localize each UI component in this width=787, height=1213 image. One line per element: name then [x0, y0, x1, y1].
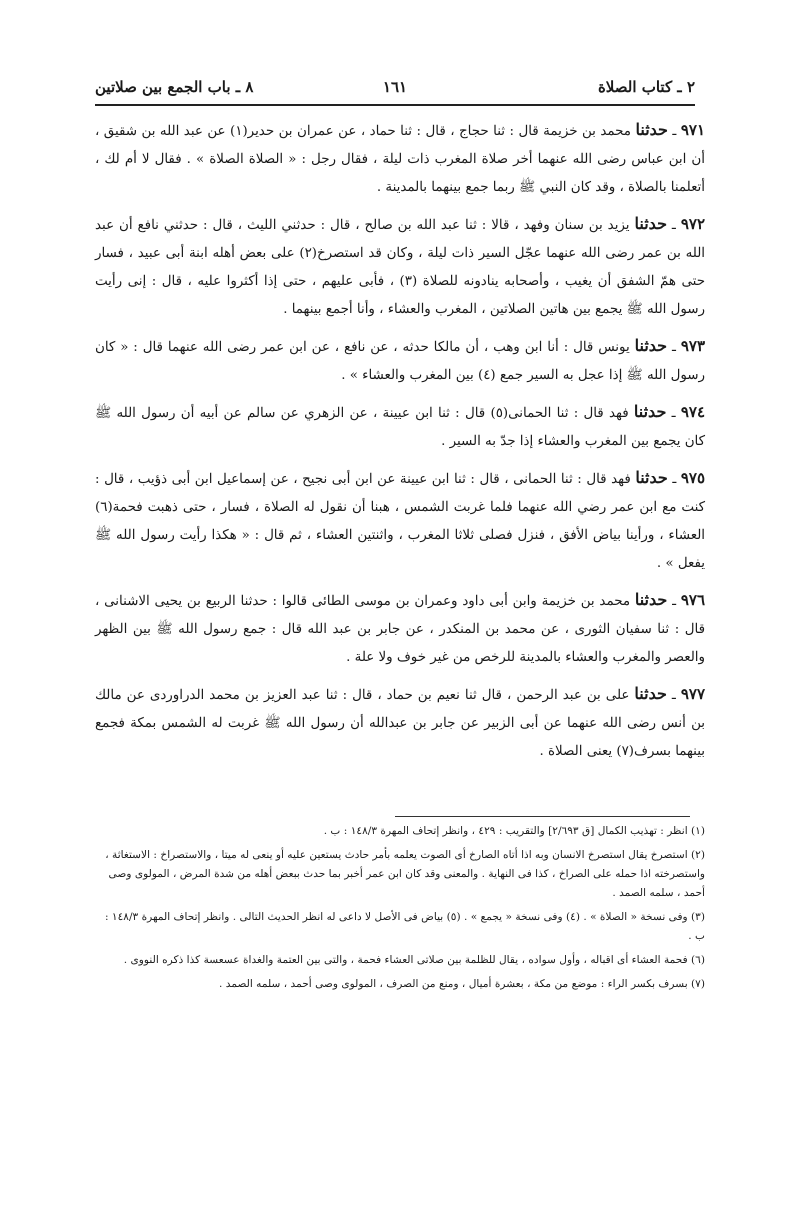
hadith-keyword: حدثنا [634, 336, 668, 355]
hadith-text: فهد قال : ثنا الحمانى ، قال : ثنا ابن عيينة عن ابن أبى نجيح ، عن إسماعيل ابن أبى ذؤيب ، قال : كنت مع ابن عمر رضي الله عنهما فلما غربت الشمس ، هبنا أن نقول له الصلاة ، فسار ، حتى ذهبت فحمة(٦) العشاء ، ورأينا بياض الأفق ، فنزل فصلى ثلاثا المغرب ، واثنتين العشاء ، ثم قال : « هكذا رأيت رسول الله ﷺ يفعل » . [95, 472, 705, 571]
book-title: ٢ ـ كتاب الصلاة [597, 78, 695, 96]
hadith-number: ٩٧٥ [680, 469, 705, 487]
hadith-text: محمد بن خزيمة وابن أبى داود وعمران بن موسى الطائى قالوا : حدثنا الربيع بن يحيى الاشنانى ، قال : ثنا سفيان الثورى ، عن محمد بن المنكدر ، عن جابر بن عبد الله قال : جمع رسول الله ﷺ بين الظهر والعصر والمغرب والعشاء بالمدينة للرخص من غير خوف ولا علة . [95, 594, 705, 665]
hadith-text: يزيد بن سنان وفهد ، قالا : ثنا عبد الله بن صالح ، قال : حدثني الليث ، قال : حدثني نافع أن عبد الله بن عمر رضى الله عنهما عجّل السير ذات ليلة ، وكان قد استصرخ(٢) على بعض أهله ابنة أبى عبيد ، فسار حتى همّ الشفق أن يغيب ، وأصحابه ينادونه للصلاة (٣) ، فأبى عليهم ، حتى إذا أكثروا عليه ، قال : إنى رأيت رسول الله ﷺ يجمع بين هاتين الصلاتين ، المغرب والعشاء ، وأنا أجمع بينهما . [95, 218, 705, 317]
hadith-text: على بن عبد الرحمن ، قال ثنا نعيم بن حماد ، قال : ثنا عبد العزيز بن محمد الدراوردى عن مالك بن أنس رضى الله عنهما عن أبى الزبير عن جابر بن عبدالله أن رسول الله ﷺ غربت له الشمس بمكة فجمع بينهما بسرف(٧) يعنى الصلاة . [95, 688, 705, 759]
hadith-number: ٩٧٣ [680, 337, 705, 355]
page-header [95, 74, 695, 104]
hadith-entry: ٩٧٤ ـ حدثنا فهد قال : ثنا الحمانى(٥) قال : ثنا ابن عيينة ، عن الزهري عن سالم عن أبيه أن رسول الله ﷺ كان يجمع بين المغرب والعشاء إذا جدّ به السير . [95, 402, 706, 449]
hadith-keyword: حدثنا [634, 684, 667, 703]
hadith-entry: ٩٧٥ ـ حدثنا فهد قال : ثنا الحمانى ، قال : ثنا ابن عيينة عن ابن أبى نجيح ، عن إسماعيل ابن أبى ذؤيب ، قال : كنت مع ابن عمر رضي الله عنهما فلما غربت الشمس ، هبنا أن نقول له الصلاة ، فسار ، حتى ذهبت فحمة(٦) العشاء ، ورأينا بياض الأفق ، فنزل فصلى ثلاثا المغرب ، واثنتين العشاء ، ثم قال : « هكذا رأيت رسول الله ﷺ يفعل » . [95, 468, 705, 571]
footnote: (٢) استصرخ يقال استصرخ الانسان وبه اذا أتاه الصارخ أى الصوت يعلمه بأمر حادث يستعين عليه أو ينعى له ميتا ، والاستصراخ : الاستغاثة ، واستصرخته اذا حمله على الصراخ ، كذا فى النهاية . والمعنى وقد كان ابن عمر أخبر بما حدث ببعض أهله من شدة المرض ، المولوى وصى أحمد ، سلمه الصمد . [105, 849, 705, 899]
hadith-entry: ٩٧١ ـ حدثنا محمد بن خزيمة قال : ثنا حجاج ، قال : ثنا حماد ، عن عمران بن حدير(١) عن عبد الله بن شقيق ، أن ابن عباس رضى الله عنهما أخر صلاة المغرب ذات ليلة ، فقال رجل : « الصلاة الصلاة » . فقال لا أم لك ، أتعلمنا بالصلاة ، وقد كان النبي ﷺ ربما جمع بينهما بالمدينة . [95, 120, 706, 195]
hadith-text: يونس قال : أنا ابن وهب ، أن مالكا حدثه ، عن نافع ، عن ابن عمر رضى الله عنهما قال : « كان رسول الله ﷺ إذا عجل به السير جمع (٤) بين المغرب والعشاء » . [95, 340, 705, 383]
hadith-list [95, 116, 705, 774]
hadith-entry: ٩٧٧ ـ حدثنا على بن عبد الرحمن ، قال ثنا نعيم بن حماد ، قال : ثنا عبد العزيز بن محمد الدراوردى عن مالك بن أنس رضى الله عنهما عن أبى الزبير عن جابر بن عبدالله أن رسول الله ﷺ غربت له الشمس بمكة فجمع بينهما بسرف(٧) يعنى الصلاة . [95, 684, 706, 759]
hadith-keyword: حدثنا [634, 590, 668, 609]
footnote: (٧) بسرف بكسر الراء : موضع من مكة ، بعشرة أميال ، ومنع من الصرف ، المولوى وصى أحمد ، سلمه الصمد . [219, 978, 705, 990]
hadith-entry: ٩٧٣ ـ حدثنا يونس قال : أنا ابن وهب ، أن مالكا حدثه ، عن نافع ، عن ابن عمر رضى الله عنهما قال : « كان رسول الله ﷺ إذا عجل به السير جمع (٤) بين المغرب والعشاء » . [95, 336, 705, 383]
hadith-number: ٩٧٢ [680, 215, 705, 233]
header-divider [95, 104, 695, 106]
hadith-entry: ٩٧٦ ـ حدثنا محمد بن خزيمة وابن أبى داود وعمران بن موسى الطائى قالوا : حدثنا الربيع بن يحيى الاشنانى ، قال : ثنا سفيان الثورى ، عن محمد بن المنكدر ، عن جابر بن عبد الله قال : جمع رسول الله ﷺ بين الظهر والعصر والمغرب والعشاء بالمدينة للرخص من غير خوف ولا علة . [95, 590, 705, 665]
hadith-number: ٩٧٤ [680, 403, 706, 421]
footnotes [95, 822, 705, 999]
footnote: (١) انظر : تهذيب الكمال [ق ٢/٦٩٣] والتقريب : ٤٢٩ ، وانظر إتحاف المهرة ١٤٨/٣ : ب . [323, 825, 705, 837]
hadith-text: محمد بن خزيمة قال : ثنا حجاج ، قال : ثنا حماد ، عن عمران بن حدير(١) عن عبد الله بن شقيق ، أن ابن عباس رضى الله عنهما أخر صلاة المغرب ذات ليلة ، فقال رجل : « الصلاة الصلاة » . فقال لا أم لك ، أتعلمنا بالصلاة ، وقد كان النبي ﷺ ربما جمع بينهما بالمدينة . [95, 124, 705, 195]
hadith-number: ٩٧٧ [680, 685, 706, 703]
footnote: (٦) فحمة العشاء أى اقباله ، وأول سواده ، يقال للظلمة بين صلاتى العشاء فحمة ، والتى بين العتمة والغداة عسعسة كذا ذكره النووى . [123, 954, 705, 966]
hadith-number: ٩٧١ [680, 121, 706, 139]
hadith-keyword: حدثنا [635, 468, 668, 487]
hadith-keyword: حدثنا [635, 120, 668, 139]
hadith-number: ٩٧٦ [680, 591, 705, 609]
hadith-keyword: حدثنا [633, 402, 667, 421]
hadith-keyword: حدثنا [634, 214, 667, 233]
chapter-title: ٨ ـ باب الجمع بين صلاتين [95, 78, 254, 96]
page-number: ١٦١ [382, 78, 408, 96]
footnote-divider [395, 816, 690, 817]
hadith-entry: ٩٧٢ ـ حدثنا يزيد بن سنان وفهد ، قالا : ثنا عبد الله بن صالح ، قال : حدثني الليث ، قال : حدثني نافع أن عبد الله بن عمر رضى الله عنهما عجّل السير ذات ليلة ، وكان قد استصرخ(٢) على بعض أهله ابنة أبى عبيد ، فسار حتى همّ الشفق أن يغيب ، وأصحابه ينادونه للصلاة (٣) ، فأبى عليهم ، حتى إذا أكثروا عليه ، قال : إنى رأيت رسول الله ﷺ يجمع بين هاتين الصلاتين ، المغرب والعشاء ، وأنا أجمع بينهما . [95, 214, 705, 317]
footnote: (٣) وفى نسخة « الصلاة » . (٤) وفى نسخة « يجمع » . (٥) بياض فى الأصل لا داعى له انظر الحديث التالى . وانظر إتحاف المهرة ١٤٨/٣ : ب . [104, 911, 705, 942]
hadith-text: فهد قال : ثنا الحمانى(٥) قال : ثنا ابن عيينة ، عن الزهري عن سالم عن أبيه أن رسول الله ﷺ كان يجمع بين المغرب والعشاء إذا جدّ به السير . [95, 406, 705, 449]
